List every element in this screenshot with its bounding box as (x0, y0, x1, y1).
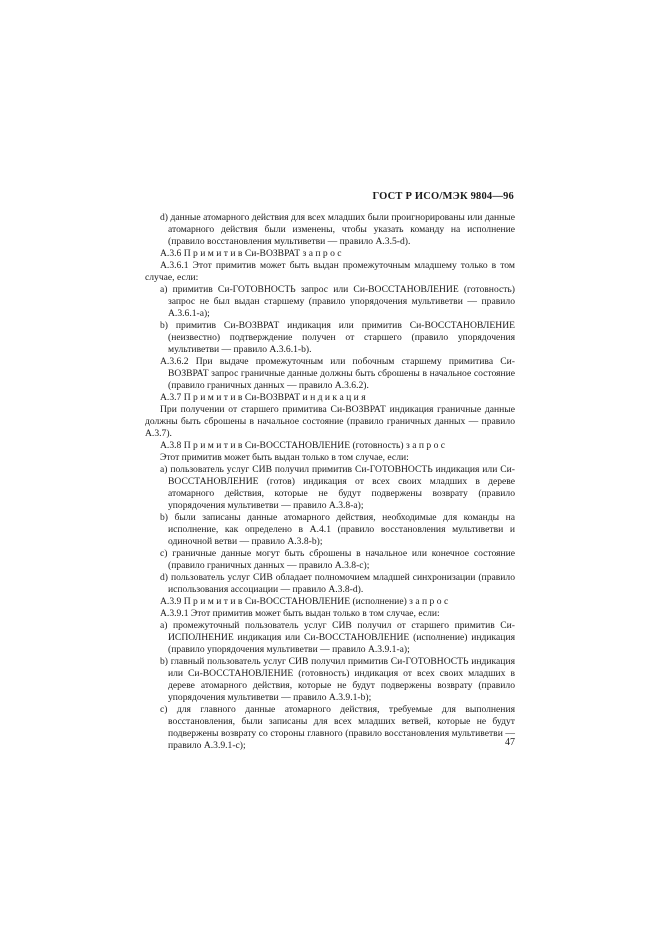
paragraph: А.3.6.1 Этот примитив может быть выдан промежуточным младшему только в том случае, если: (145, 260, 515, 283)
document-body (145, 212, 515, 752)
paragraph: А.3.8 П р и м и т и в Си-ВОССТАНОВЛЕНИЕ (готовность) з а п р о с (160, 440, 446, 451)
paragraph: Этот примитив может быть выдан только в том случае, если: (160, 452, 409, 463)
paragraph: d) данные атомарного действия для всех младших были проигнорированы или данные атомарного действия были изменены, чтобы указать команду на исполнение (правило восстановления мультиветви — правило А.3.5-d). (160, 212, 515, 247)
paragraph: b) главный пользователь услуг СИВ получил примитив Си-ГОТОВНОСТЬ индикация или Си-ВОССТАНОВЛЕНИЕ (готовность) индикация от всех своих младших в дереве атомарного действия, которые не будут подвержены возврату (правило упорядочения мультиветви — правило А.3.9.1-b); (160, 656, 515, 703)
paragraph: a) пользователь услуг СИВ получил примитив Си-ГОТОВНОСТЬ индикация или Си-ВОССТАНОВЛЕНИЕ (готов) индикация от всех своих младших в дереве атомарного действия, которые не будут подвержены возврату (правило упорядочения мультиветви — правило А.3.8-а); (160, 464, 515, 511)
paragraph: При получении от старшего примитива Си-ВОЗВРАТ индикация граничные данные должны быть сброшены в начальное состояние (правило граничных данных — правило А.3.7). (145, 404, 515, 439)
paragraph: А.3.7 П р и м и т и в Си-ВОЗВРАТ и н д и к а ц и я (160, 392, 366, 403)
paragraph: А.3.6.2 При выдаче промежуточным или побочным старшему примитива Си-ВОЗВРАТ запрос граничные данные должны быть сброшены в начальное состояние (правило граничных данных — правило А.3.6.2). (160, 356, 515, 391)
document-header: ГОСТ Р ИСО/МЭК 9804—96 (372, 191, 514, 202)
paragraph: c) граничные данные могут быть сброшены в начальное или конечное состояние (правило граничных данных — правило А.3.8-с); (160, 548, 515, 571)
paragraph: a) промежуточный пользователь услуг СИВ получил от старшего примитив Си-ИСПОЛНЕНИЕ индикация или Си-ВОССТАНОВЛЕНИЕ (исполнение) индикация (правило упорядочения мультиветви — правило А.3.9.1-а); (160, 620, 515, 655)
paragraph: c) для главного данные атомарного действия, требуемые для выполнения восстановления, были записаны для всех младших ветвей, которые не будут подвержены возврату со стороны главного (правило восстановления мультиветви — правило А.3.9.1-с); (160, 704, 515, 751)
paragraph: b) примитив Си-ВОЗВРАТ индикация или примитив Си-ВОССТАНОВЛЕНИЕ (неизвестно) подтверждение получен от старшего (правило упорядочения мультиветви — правило А.3.6.1-b). (160, 320, 515, 355)
paragraph: А.3.6 П р и м и т и в Си-ВОЗВРАТ з а п р о с (160, 248, 342, 259)
page-number: 47 (505, 737, 515, 748)
paragraph: a) примитив Си-ГОТОВНОСТЬ запрос или Си-ВОССТАНОВЛЕНИЕ (готовность) запрос не был выдан старшему (правило упорядочения мультиветви — правило А.3.6.1-а); (160, 284, 515, 319)
paragraph: d) пользователь услуг СИВ обладает полномочием младшей синхронизации (правило использования ассоциации — правило А.3.8-d). (160, 572, 515, 595)
paragraph: А.3.9.1 Этот примитив может быть выдан только в том случае, если: (160, 608, 440, 619)
paragraph: b) были записаны данные атомарного действия, необходимые для команды на исполнение, как определено в А.4.1 (правило восстановления мультиветви и одиночной ветви — правило А.3.8-b); (160, 512, 515, 547)
paragraph: А.3.9 П р и м и т и в Си-ВОССТАНОВЛЕНИЕ (исполнение) з а п р о с (160, 596, 449, 607)
